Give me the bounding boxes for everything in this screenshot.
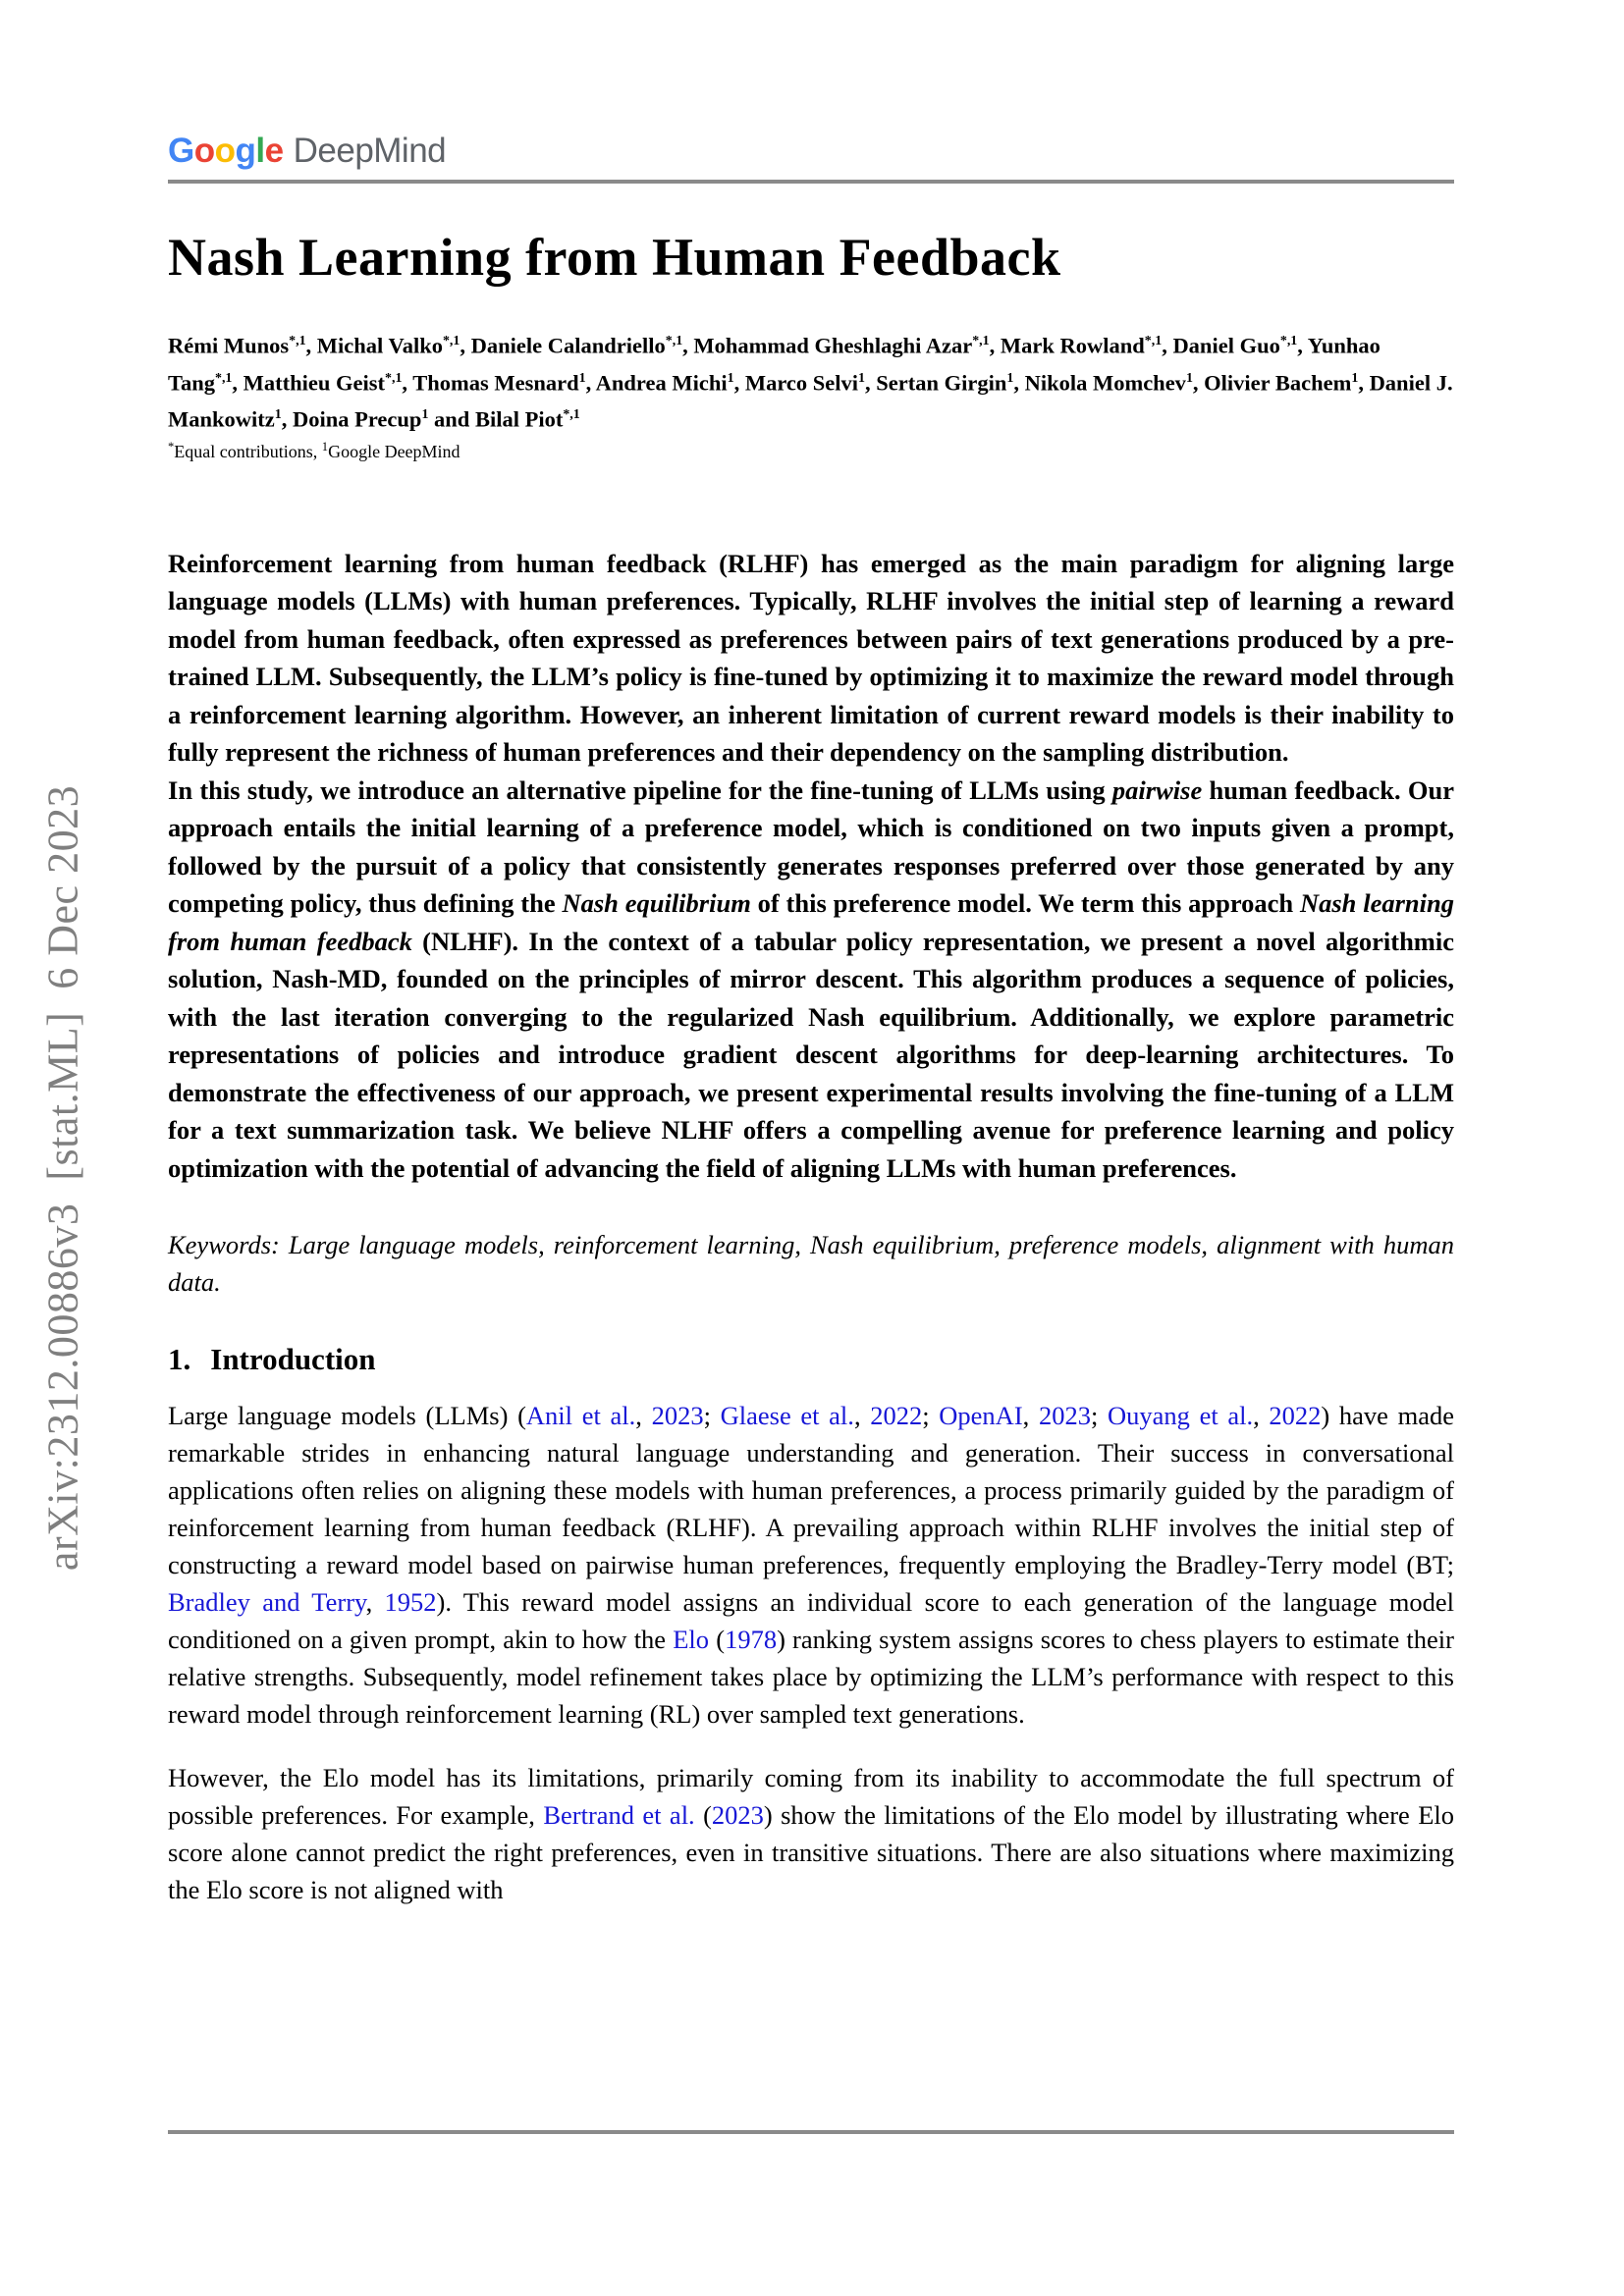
text-span: ;	[703, 1401, 721, 1430]
logo-letter: o	[214, 132, 236, 170]
text-span: Daniel Guo	[1172, 333, 1280, 358]
text-span: 1	[1185, 370, 1193, 386]
text-span: ,	[733, 370, 745, 395]
abstract-paragraph-2	[168, 772, 1454, 1188]
text-span: Doina Precup	[292, 406, 422, 432]
text-span: Marco Selvi	[744, 370, 859, 395]
text-span: ,	[460, 333, 471, 358]
text-span: 1	[858, 370, 865, 386]
text-span: ) show the limitations of the Elo model by illustrating where Elo score alone cannot predict the right preferences, even in transitive situations. There are also situations where maximizing the Elo score is not aligned with	[168, 1800, 1454, 1904]
abstract-paragraph-1	[168, 545, 1454, 772]
text-span: Nash learning from human feedback	[168, 888, 1454, 956]
text-span: ) have made remarkable strides in enhancing natural language understanding and generation. Their success in conversational applications often relies on aligning these models with human preferences, a process primarily guided by the paradigm of reinforcement learning from human feedback (RLHF). A prevailing approach within RLHF involves the initial step of constructing a reward model based on pairwise human preferences, frequently employing the Bradley-Terry model (BT;	[168, 1401, 1454, 1579]
text-span: Daniel J. Mankowitz	[168, 370, 1453, 432]
text-span: Sertan Girgin	[876, 370, 1007, 395]
google-deepmind-logo	[168, 0, 1454, 171]
citation-link[interactable]: 1978	[725, 1625, 778, 1654]
citation-link[interactable]: 1952	[384, 1587, 437, 1617]
footer-rule	[168, 2130, 1454, 2134]
text-span: ;	[922, 1401, 940, 1430]
header	[168, 0, 1454, 184]
text-span: Equal contributions,	[174, 441, 322, 461]
text-span: ). This reward model assigns an individual score to each generation of the language model conditioned on a given prompt, akin to how the	[168, 1587, 1455, 1654]
citation-link[interactable]: 2023	[1038, 1401, 1091, 1430]
text-span: of this preference model. We term this approach	[750, 888, 1300, 918]
citation-link[interactable]: OpenAI	[939, 1401, 1023, 1430]
keywords-line: Keywords: Large language models, reinforcement learning, Nash equilibrium, preference models, alignment with human data.	[168, 1230, 1454, 1297]
text-span: *,1	[1144, 334, 1163, 348]
text-span: 1	[1351, 370, 1359, 386]
text-span: ,	[1162, 333, 1173, 358]
text-span: ,	[682, 333, 694, 358]
intro-paragraph-1	[168, 1397, 1454, 1733]
text-span: 1	[1006, 370, 1014, 386]
affiliation-note	[168, 440, 1454, 462]
text-span: *,1	[289, 334, 306, 348]
logo-letter: g	[235, 132, 256, 170]
citation-link[interactable]: Anil et al.	[525, 1401, 636, 1430]
logo-letter: e	[264, 132, 284, 170]
text-span: Mohammad Gheshlaghi Azar	[693, 333, 973, 358]
citation-link[interactable]: 2022	[870, 1401, 923, 1430]
logo-letter: l	[255, 132, 265, 170]
text-span: Reinforcement learning from human feedback (RLHF) has emerged as the main paradigm for aligning large language models (LLMs) with human preferences. Typically, RLHF involves the initial step of learning a reward model from human feedback, often expressed as preferences between pairs of text generations produced by a pre-trained LLM. Subsequently, the LLM’s policy is fine-tuned by optimizing it to maximize the reward model through a reinforcement learning algorithm. However, an inherent limitation of current reward models is their inability to fully represent the richness of human preferences and their dependency on the sampling distribution.	[168, 548, 1454, 767]
text-span: ,	[365, 1587, 385, 1617]
text-span: ,	[1358, 370, 1370, 395]
text-span: However, the Elo model has its limitations, primarily coming from its inability to accommodate the full spectrum of possible preferences. For example,	[168, 1763, 1454, 1830]
citation-link[interactable]: Ouyang et al.	[1108, 1401, 1254, 1430]
text-span: Andrea Michi	[595, 370, 728, 395]
content-column	[168, 0, 1454, 1908]
text-span: pairwise	[1111, 774, 1203, 805]
text-span: *,1	[1279, 334, 1298, 348]
text-span: Bilal Piot	[474, 406, 564, 432]
text-span: ,	[989, 333, 1001, 358]
text-span: ,	[1253, 1401, 1270, 1430]
text-span: Google DeepMind	[328, 441, 460, 461]
text-span: ,	[281, 406, 293, 432]
author-list	[168, 325, 1454, 436]
google-logo-text	[168, 132, 284, 170]
text-span: (NLHF). In the context of a tabular policy representation, we present a novel algorithmic solution, Nash-MD, founded on the principles of mirror descent. This algorithm produces a sequence of policies, with the last iteration converging to the regularized Nash equilibrium. Additionally, we explore parametric representations of policies and introduce gradient descent algorithms for deep-learning architectures. To demonstrate the effectiveness of our approach, we present experimental results involving the fine-tuning of a LLM for a text summarization task. We believe NLHF offers a compelling avenue for preference learning and policy optimization with the potential of advancing the field of aligning LLMs with human preferences.	[168, 926, 1455, 1183]
arxiv-stamp: arXiv:2312.00886v3 [stat.ML] 6 Dec 2023	[38, 784, 87, 1572]
citation-link[interactable]: Bertrand et al.	[543, 1800, 695, 1830]
text-span: Thomas Mesnard	[412, 370, 579, 395]
text-span: *,1	[972, 334, 990, 348]
intro-paragraph-2	[168, 1759, 1454, 1908]
text-span: ,	[1192, 370, 1205, 395]
text-span: In this study, we introduce an alternative pipeline for the fine-tuning of LLMs using	[168, 774, 1112, 805]
citation-link[interactable]: Bradley and Terry	[168, 1587, 366, 1617]
text-span: *	[168, 439, 175, 454]
citation-link[interactable]: Glaese et al.	[720, 1401, 854, 1430]
text-span: *,1	[442, 334, 460, 348]
text-span: human feedback. Our approach entails the initial learning of a preference model, which is conditioned on two inputs given a prompt, followed by the pursuit of a policy that consistently generates responses preferred over those generated by any competing policy, thus defining the	[168, 774, 1454, 918]
text-span: Olivier Bachem	[1204, 370, 1352, 395]
text-span: ) ranking system assigns scores to chess players to estimate their relative strengths. Subsequently, model refinement takes place by optimizing the LLM’s performance with respect to this reward model through reinforcement learning (RL) over sampled text generations.	[168, 1625, 1454, 1729]
text-span: Rémi Munos	[168, 333, 290, 358]
citation-link[interactable]: 2023	[711, 1800, 764, 1830]
citation-link[interactable]: Elo	[673, 1625, 710, 1654]
abstract	[168, 545, 1454, 1188]
section-number: 1.	[168, 1342, 191, 1376]
section-title: Introduction	[210, 1342, 376, 1376]
text-span: ,	[1022, 1401, 1039, 1430]
text-span: 1	[274, 407, 282, 422]
text-span: ,	[402, 370, 413, 395]
text-span: Nikola Momchev	[1024, 370, 1186, 395]
text-span: ,	[305, 333, 317, 358]
text-span: Daniele Calandriello	[470, 333, 666, 358]
text-span: and	[428, 406, 475, 432]
text-span: (	[694, 1800, 712, 1830]
text-span: ,	[1013, 370, 1025, 395]
header-rule	[168, 180, 1454, 184]
text-span: *,1	[385, 370, 403, 386]
text-span: ,	[635, 1401, 652, 1430]
text-span: (	[709, 1625, 726, 1654]
text-span: ,	[864, 370, 877, 395]
text-span: Michal Valko	[316, 333, 443, 358]
text-span: ,	[232, 370, 244, 395]
citation-link[interactable]: 2023	[651, 1401, 704, 1430]
text-span: Matthieu Geist	[243, 370, 385, 395]
text-span: ,	[853, 1401, 871, 1430]
text-span: *,1	[214, 370, 233, 386]
paper-title: Nash Learning from Human Feedback	[168, 228, 1061, 287]
section-heading-introduction	[168, 1342, 1454, 1377]
citation-link[interactable]: 2022	[1269, 1401, 1322, 1430]
deepmind-logo-text: DeepMind	[293, 132, 447, 170]
text-span: 1	[421, 407, 429, 422]
text-span: ;	[1090, 1401, 1108, 1430]
text-span: Mark Rowland	[1000, 333, 1145, 358]
logo-letter: o	[193, 132, 215, 170]
text-span: Nash equilibrium	[562, 888, 751, 918]
text-span: *,1	[563, 407, 580, 422]
text-span: *,1	[665, 334, 683, 348]
text-span: ,	[1297, 333, 1308, 358]
text-span: Yunhao Tang	[168, 333, 1380, 395]
logo-letter: G	[168, 132, 194, 170]
text-span: 1	[321, 439, 329, 454]
text-span: Large language models (LLMs) (	[168, 1401, 526, 1430]
text-span: ,	[585, 370, 596, 395]
text-span: 1	[578, 370, 586, 386]
text-span: 1	[727, 370, 734, 386]
